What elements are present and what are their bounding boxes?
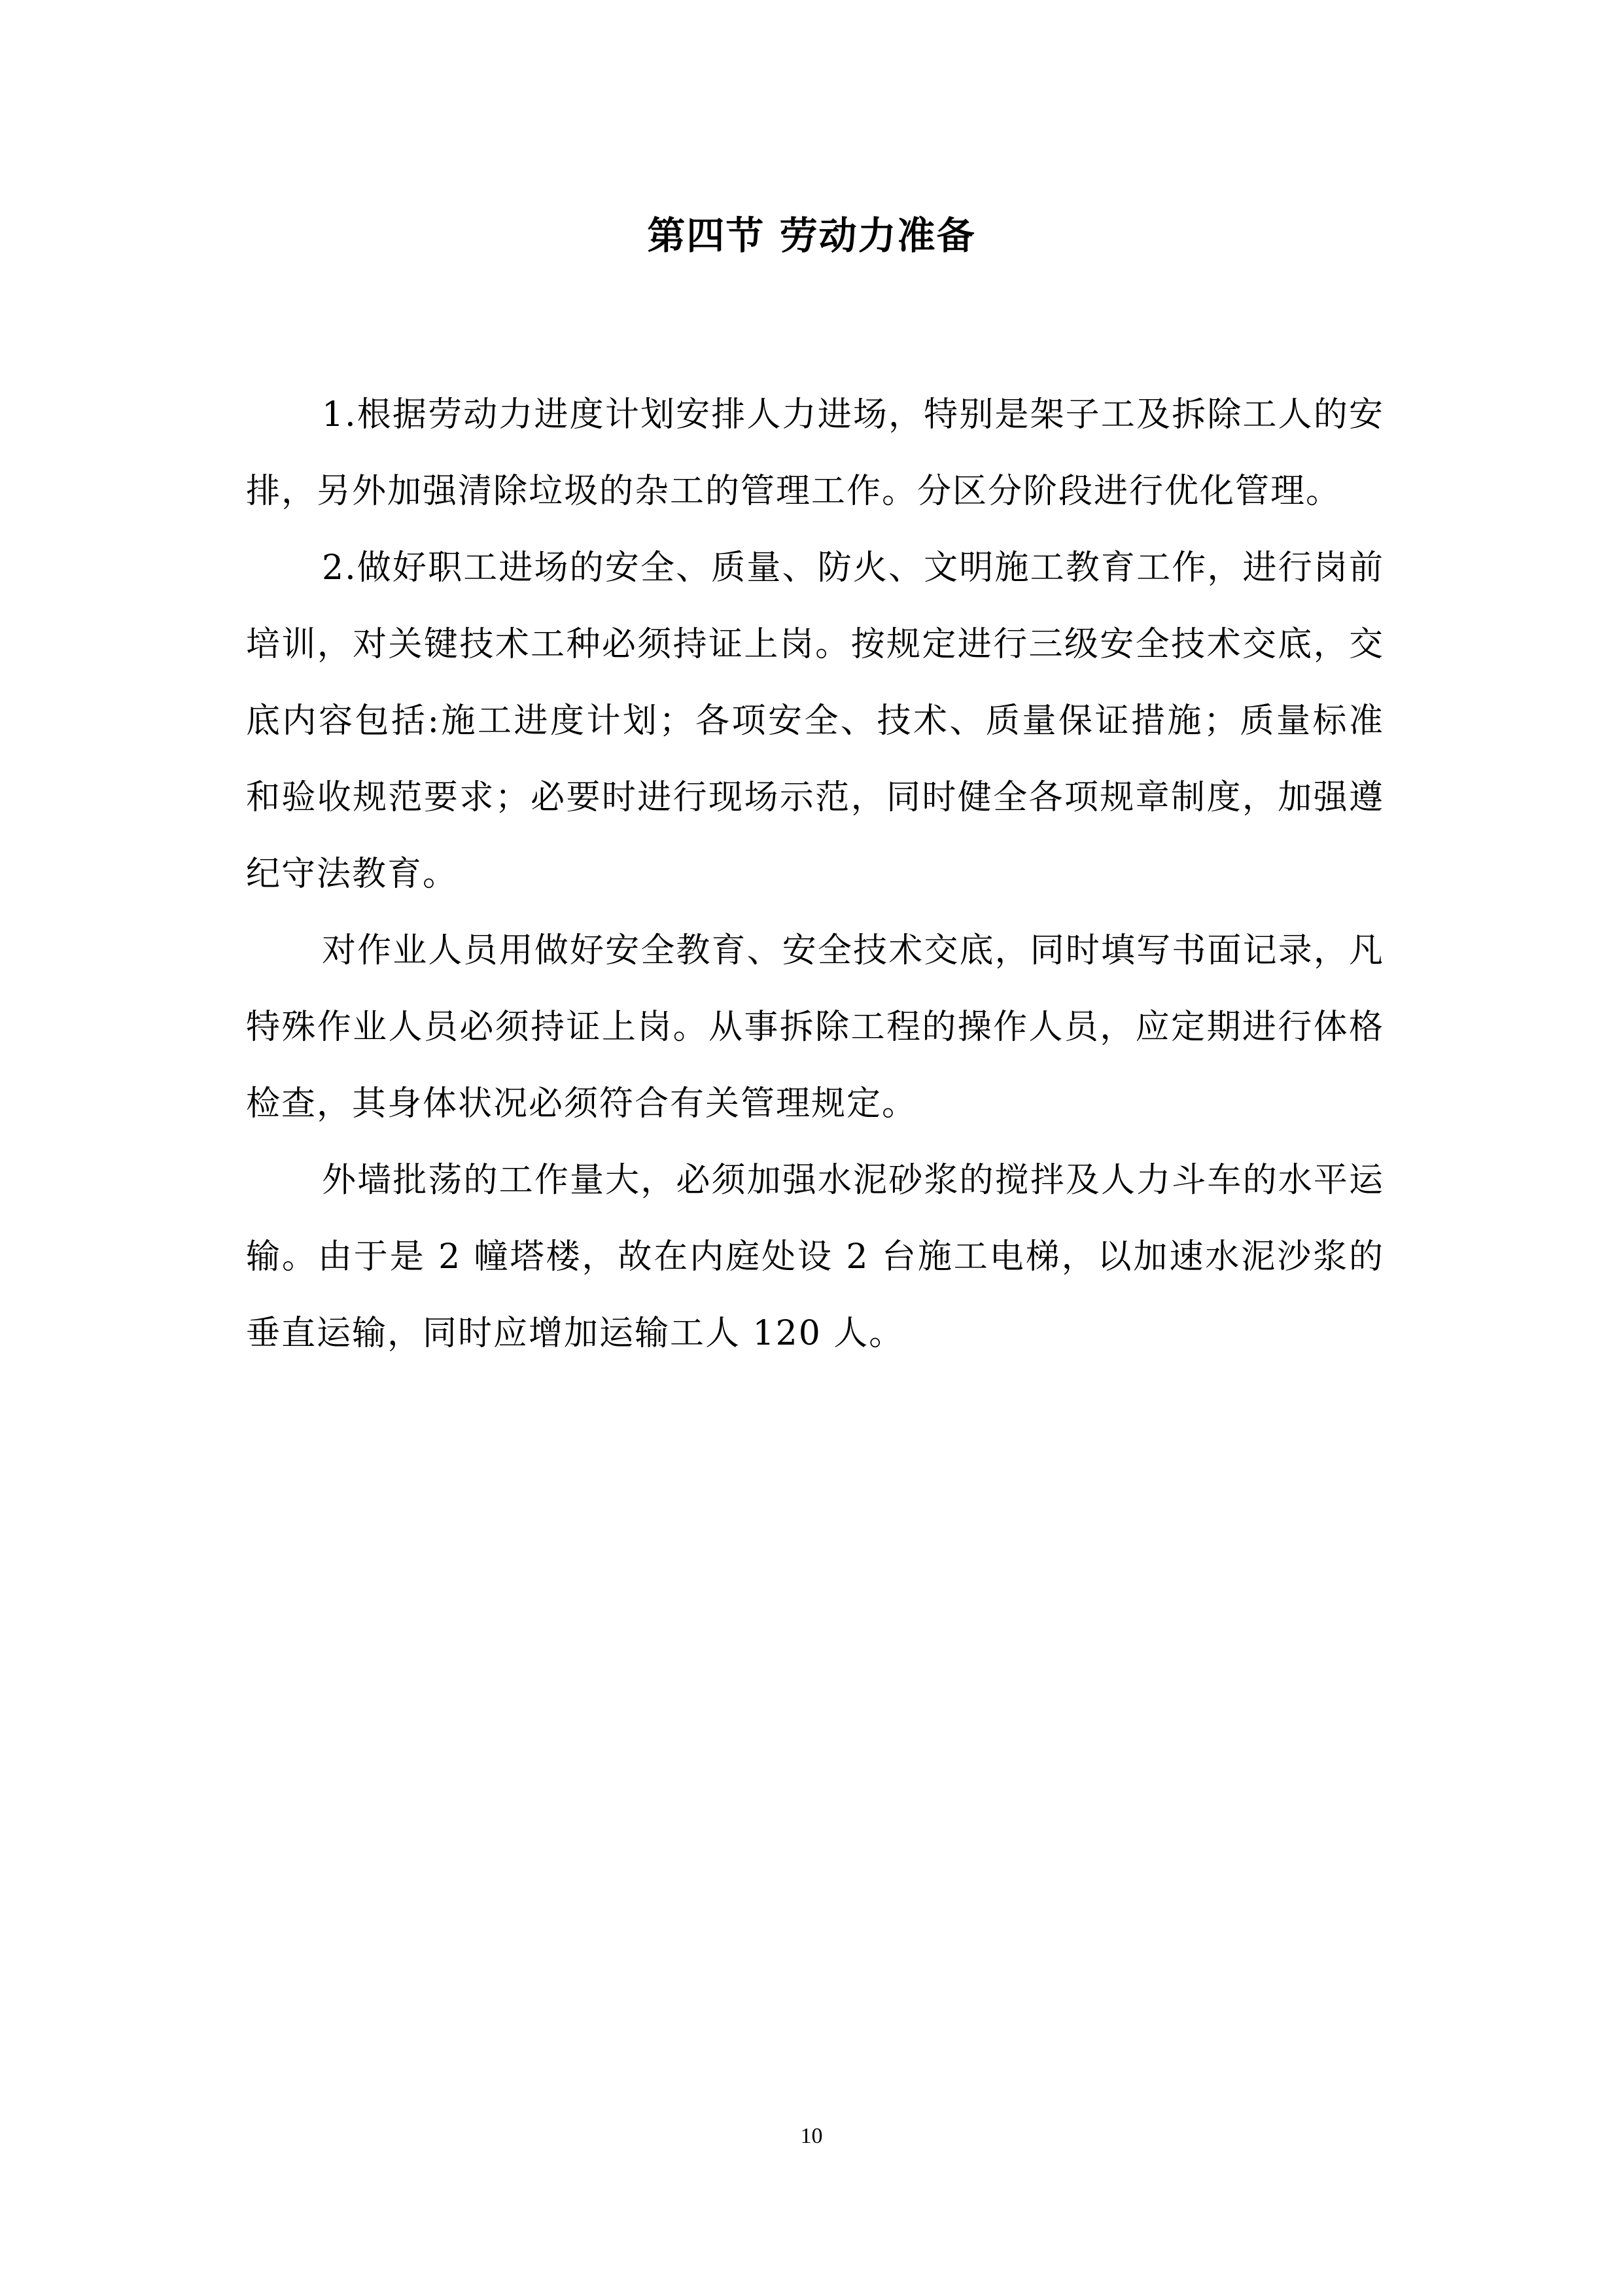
paragraph-4: 外墙批荡的工作量大，必须加强水泥砂浆的搅拌及人力斗车的水平运输。由于是 2 幢塔楼，故在内庭处设 2 台施工电梯，以加速水泥沙浆的垂直运输，同时应增加运输工人 120 人。 bbox=[246, 1161, 1384, 1353]
paragraph-3: 对作业人员用做好安全教育、安全技术交底，同时填写书面记录，凡特殊作业人员必须持证上岗。从事拆除工程的操作人员，应定期进行体格检查，其身体状况必须符合有关管理规定。 bbox=[246, 931, 1384, 1123]
page-number: 10 bbox=[800, 2124, 823, 2148]
paragraph-1: 1.根据劳动力进度计划安排人力进场，特别是架子工及拆除工人的安排，另外加强清除垃圾的杂工的管理工作。分区分阶段进行优化管理。 bbox=[246, 395, 1384, 511]
body-text bbox=[246, 377, 1384, 1372]
page-title: 第四节 劳动力准备 bbox=[647, 213, 976, 258]
paragraph-2: 2.做好职工进场的安全、质量、防火、文明施工教育工作，进行岗前培训，对关键技术工种必须持证上岗。按规定进行三级安全技术交底，交底内容包括:施工进度计划；各项安全、技术、质量保证措施；质量标准和验收规范要求；必要时进行现场示范，同时健全各项规章制度，加强遵纪守法教育。 bbox=[246, 548, 1384, 894]
